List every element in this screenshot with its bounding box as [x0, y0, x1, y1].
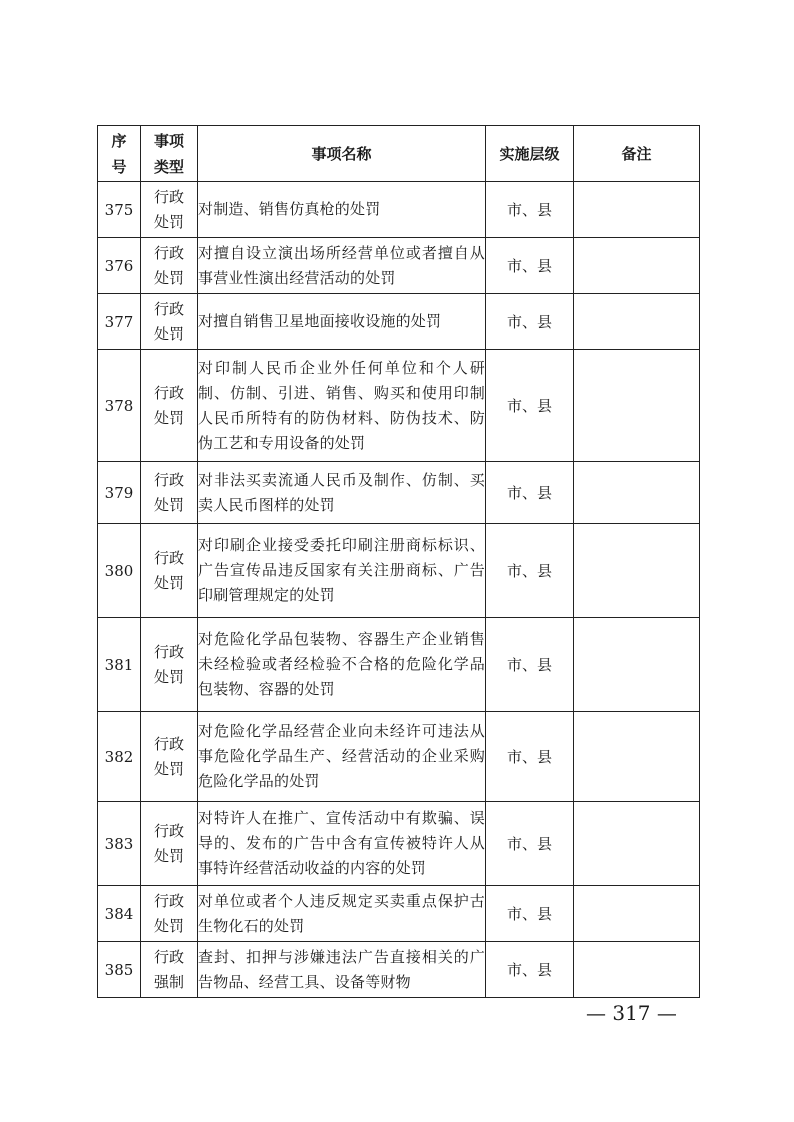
table-row [98, 350, 700, 462]
row-name: 对危险化学品经营企业向未经许可违法从事危险化学品生产、经营活动的企业采购危险化学品的处罚 [198, 712, 486, 802]
row-note [574, 238, 700, 294]
row-level: 市、县 [486, 618, 574, 712]
row-type [141, 350, 198, 462]
row-type [141, 182, 198, 238]
table-row [98, 942, 700, 998]
row-note [574, 618, 700, 712]
row-name: 对单位或者个人违反规定买卖重点保护古生物化石的处罚 [198, 886, 486, 942]
row-type [141, 524, 198, 618]
row-note [574, 294, 700, 350]
row-note [574, 712, 700, 802]
row-type-line1: 行政 [153, 548, 184, 567]
table-row [98, 294, 700, 350]
row-level: 市、县 [486, 886, 574, 942]
row-seq: 376 [98, 238, 141, 294]
header-seq-line1: 序 [111, 131, 127, 150]
row-name: 对印制人民币企业外任何单位和个人研制、仿制、引进、销售、购买和使用印制人民币所特有的防伪材料、防伪技术、防伪工艺和专用设备的处罚 [198, 350, 486, 462]
header-name: 事项名称 [198, 126, 486, 182]
row-type-line2: 处罚 [153, 667, 184, 686]
row-level: 市、县 [486, 182, 574, 238]
row-level: 市、县 [486, 712, 574, 802]
table-row [98, 238, 700, 294]
row-note [574, 182, 700, 238]
row-name: 查封、扣押与涉嫌违法广告直接相关的广告物品、经营工具、设备等财物 [198, 942, 486, 998]
row-name: 对擅自设立演出场所经营单位或者擅自从事营业性演出经营活动的处罚 [198, 238, 486, 294]
table-row [98, 802, 700, 886]
row-type-line2: 处罚 [153, 846, 184, 865]
table-row [98, 886, 700, 942]
row-seq: 375 [98, 182, 141, 238]
row-seq: 384 [98, 886, 141, 942]
row-type [141, 942, 198, 998]
row-name: 对制造、销售仿真枪的处罚 [198, 182, 486, 238]
header-type [141, 126, 198, 182]
header-note: 备注 [574, 126, 700, 182]
row-seq: 377 [98, 294, 141, 350]
header-level: 实施层级 [486, 126, 574, 182]
row-name: 对危险化学品包装物、容器生产企业销售未经检验或者经检验不合格的危险化学品包装物、容器的处罚 [198, 618, 486, 712]
row-type [141, 712, 198, 802]
row-type-line1: 行政 [153, 891, 184, 910]
table-row [98, 712, 700, 802]
row-note [574, 462, 700, 524]
row-seq: 382 [98, 712, 141, 802]
table-row [98, 618, 700, 712]
row-type-line1: 行政 [153, 947, 184, 966]
header-seq-line2: 号 [111, 157, 127, 176]
row-type [141, 886, 198, 942]
table-row [98, 524, 700, 618]
row-note [574, 524, 700, 618]
row-level: 市、县 [486, 462, 574, 524]
row-name: 对非法买卖流通人民币及制作、仿制、买卖人民币图样的处罚 [198, 462, 486, 524]
row-note [574, 802, 700, 886]
row-note [574, 350, 700, 462]
row-seq: 379 [98, 462, 141, 524]
row-type [141, 294, 198, 350]
row-seq: 381 [98, 618, 141, 712]
header-type-line1: 事项 [153, 131, 184, 150]
row-type-line2: 处罚 [153, 212, 184, 231]
row-type-line2: 处罚 [153, 324, 184, 343]
row-type-line1: 行政 [153, 734, 184, 753]
row-name: 对特许人在推广、宣传活动中有欺骗、误导的、发布的广告中含有宣传被特许人从事特许经营活动收益的内容的处罚 [198, 802, 486, 886]
row-seq: 380 [98, 524, 141, 618]
row-type-line2: 处罚 [153, 408, 184, 427]
row-name: 对擅自销售卫星地面接收设施的处罚 [198, 294, 486, 350]
header-type-line2: 类型 [153, 157, 184, 176]
row-type-line2: 处罚 [153, 916, 184, 935]
row-type [141, 618, 198, 712]
row-note [574, 942, 700, 998]
row-type-line1: 行政 [153, 383, 184, 402]
table-row [98, 182, 700, 238]
row-type-line1: 行政 [153, 470, 184, 489]
matters-table [97, 125, 700, 998]
row-level: 市、县 [486, 294, 574, 350]
row-type [141, 462, 198, 524]
row-name: 对印刷企业接受委托印刷注册商标标识、广告宣传品违反国家有关注册商标、广告印刷管理规定的处罚 [198, 524, 486, 618]
row-type-line1: 行政 [153, 187, 184, 206]
row-level: 市、县 [486, 942, 574, 998]
row-type-line2: 处罚 [153, 268, 184, 287]
row-type [141, 238, 198, 294]
header-row [98, 126, 700, 182]
row-seq: 378 [98, 350, 141, 462]
row-seq: 383 [98, 802, 141, 886]
page-number: — 317 — [586, 1001, 677, 1025]
header-seq [98, 126, 141, 182]
row-type-line2: 处罚 [153, 759, 184, 778]
table-body [98, 182, 700, 998]
row-type-line2: 处罚 [153, 573, 184, 592]
row-type-line2: 处罚 [153, 495, 184, 514]
row-type-line1: 行政 [153, 642, 184, 661]
row-level: 市、县 [486, 238, 574, 294]
row-type-line1: 行政 [153, 299, 184, 318]
row-seq: 385 [98, 942, 141, 998]
row-level: 市、县 [486, 802, 574, 886]
row-type-line1: 行政 [153, 821, 184, 840]
row-type-line2: 强制 [153, 972, 184, 991]
row-level: 市、县 [486, 524, 574, 618]
row-note [574, 886, 700, 942]
row-level: 市、县 [486, 350, 574, 462]
row-type [141, 802, 198, 886]
row-type-line1: 行政 [153, 243, 184, 262]
table-row [98, 462, 700, 524]
